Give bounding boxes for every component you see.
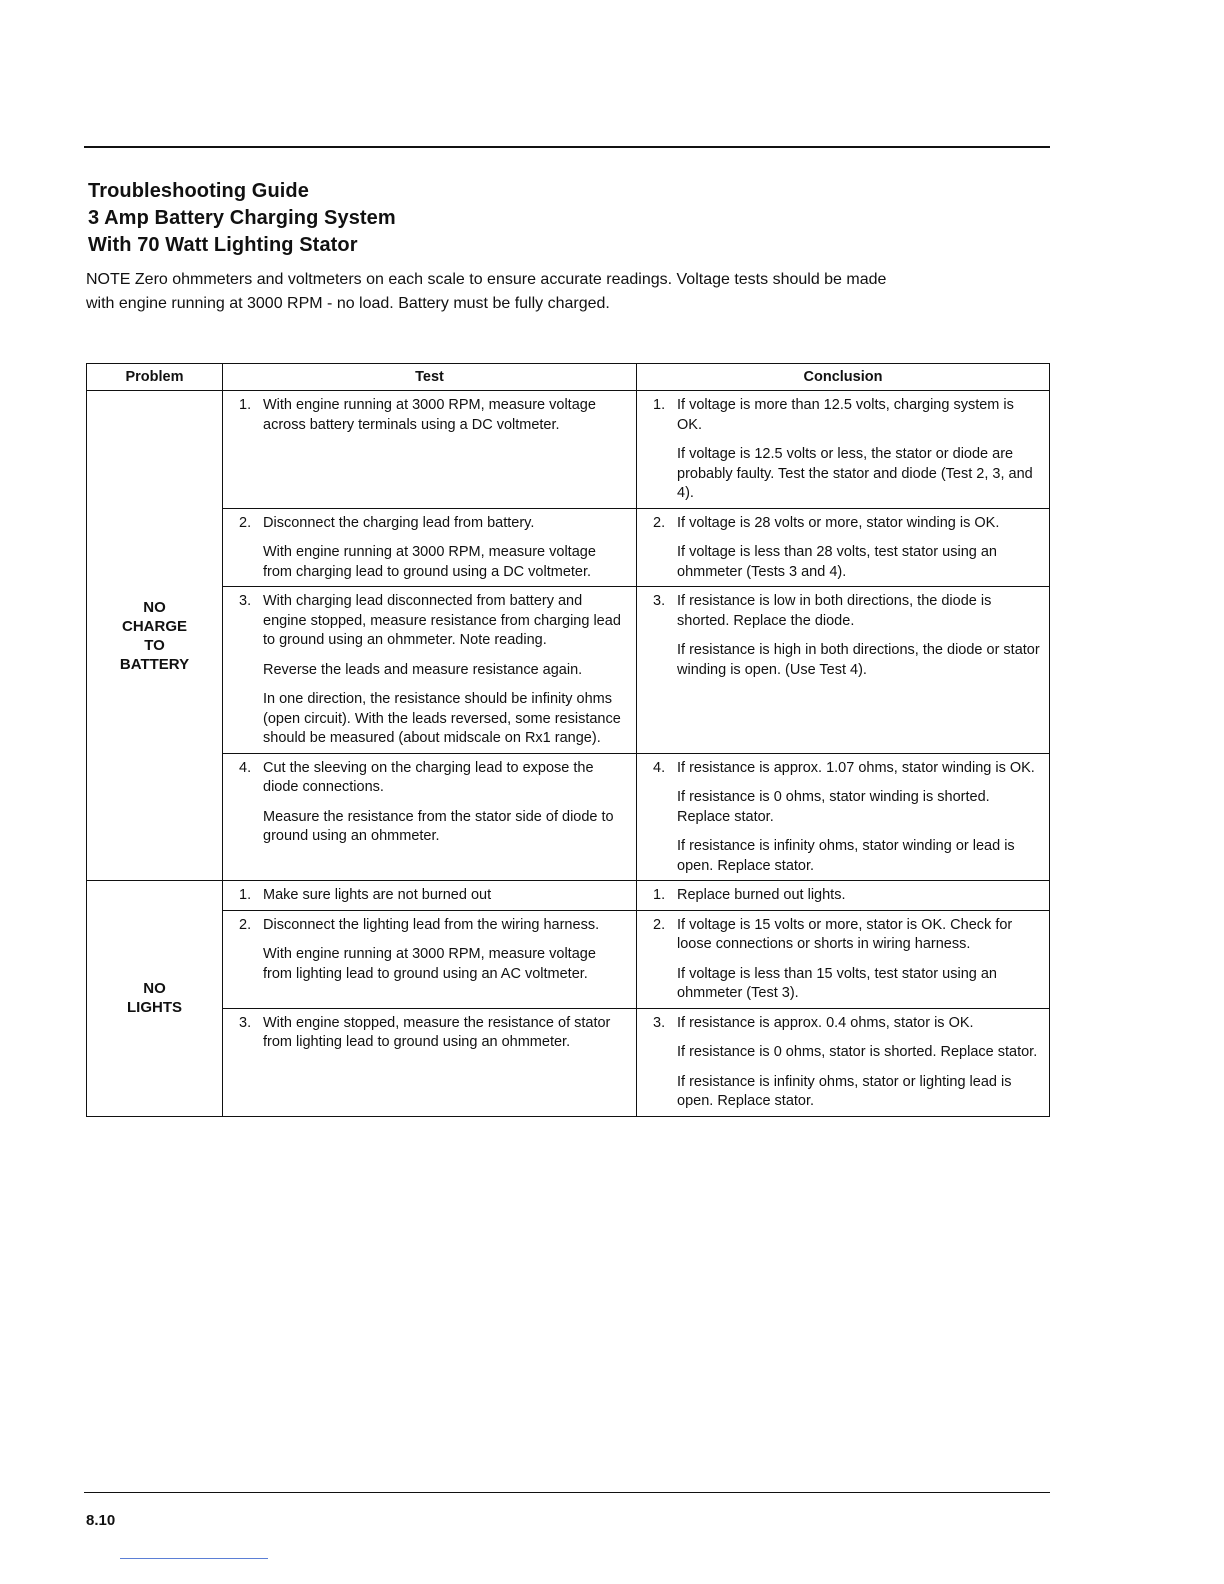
table-row [87,391,1050,509]
test-step-paragraph: With charging lead disconnected from battery and engine stopped, measure resistance from charging lead to ground using an ohmmeter. Note reading. [263,593,621,648]
conclusion-step-item [637,754,1049,881]
problem-label-line: NO [143,980,166,998]
test-cell [223,1008,637,1116]
test-cell [223,753,637,881]
conclusion-step-paragraph: If resistance is 0 ohms, stator winding is shorted. Replace stator. [677,789,990,825]
test-step-paragraph: Disconnect the charging lead from battery. [263,514,535,531]
table-row [87,587,1050,754]
title-line-3: With 70 Watt Lighting Stator [88,234,358,256]
conclusion-step-paragraph: If resistance is 0 ohms, stator is shorted. Replace stator. [677,1044,1038,1060]
test-step-text [263,759,628,847]
conclusion-cell [637,881,1050,911]
test-step-text [263,916,628,985]
conclusion-step-text [677,759,1041,877]
conclusion-step-paragraph: If resistance is infinity ohms, stator winding or lead is open. Replace stator. [677,838,1015,874]
conclusion-step-text [677,592,1041,680]
table-row [87,508,1050,587]
test-step-item [223,911,636,989]
header-problem: Problem [87,364,223,391]
conclusion-step-number: 4. [653,759,666,776]
table-row [87,881,1050,911]
test-step-number: 2. [239,514,252,531]
conclusion-step-item [637,1009,1049,1116]
test-step-text [263,1014,628,1053]
test-step-item [223,509,636,587]
conclusion-step-paragraph: If resistance is low in both directions, the diode is shorted. Replace the diode. [677,593,992,629]
test-cell [223,910,637,1008]
test-step-text [263,592,628,749]
problem-label-line: NO [143,598,166,616]
conclusion-step-number: 2. [653,916,666,933]
table-row [87,753,1050,881]
test-step-paragraph: With engine running at 3000 RPM, measure voltage from lighting lead to ground using an AC voltmeter. [263,946,596,982]
conclusion-cell [637,587,1050,754]
top-rule [84,146,1050,148]
blue-underline [120,1558,268,1559]
conclusion-step-text [677,1014,1041,1112]
troubleshooting-table [86,363,1050,1117]
header-test: Test [223,364,637,391]
test-step-item [223,587,636,753]
problem-label-line: LIGHTS [127,999,182,1017]
test-step-text [263,514,628,583]
conclusion-step-number: 2. [653,514,666,531]
conclusion-step-paragraph: If resistance is approx. 0.4 ohms, stator is OK. [677,1014,974,1031]
problem-label-line: TO [144,636,165,654]
table-row [87,1008,1050,1116]
test-step-paragraph: Reverse the leads and measure resistance again. [263,661,583,678]
test-step-item [223,1009,636,1057]
conclusion-step-text [677,886,845,906]
test-step-number: 3. [239,1014,252,1031]
test-step-number: 3. [239,593,252,609]
test-step-item [223,391,636,439]
conclusion-step-number: 1. [653,397,666,413]
test-step-text [263,886,491,906]
title-line-2: 3 Amp Battery Charging System [88,207,396,229]
conclusion-step-paragraph: If resistance is high in both directions, the diode or stator winding is open. (Use Test 4). [677,642,1040,678]
test-step-paragraph: With engine stopped, measure the resistance of stator from lighting lead to ground using an ohmmeter. [263,1014,611,1050]
conclusion-step-paragraph: If resistance is approx. 1.07 ohms, stator winding is OK. [677,759,1035,776]
conclusion-step-paragraph: If voltage is 28 volts or more, stator winding is OK. [677,514,1000,531]
conclusion-cell [637,391,1050,509]
conclusion-step-text [677,916,1041,1004]
conclusion-step-item [637,881,1049,910]
test-step-paragraph: In one direction, the resistance should be infinity ohms (open circuit). With the leads reversed, some resistance should be measured (about midscale on Rx1 range). [263,691,621,746]
page-number: 8.10 [86,1512,116,1529]
conclusion-step-paragraph: If voltage is less than 15 volts, test stator using an ohmmeter (Test 3). [677,965,997,1001]
table-body [87,391,1050,1117]
test-cell [223,391,637,509]
conclusion-step-number: 1. [653,887,666,903]
conclusion-cell [637,910,1050,1008]
test-step-number: 1. [239,887,252,903]
test-step-text [263,396,628,435]
problem-label-line: CHARGE [121,617,187,635]
conclusion-cell [637,753,1050,881]
test-step-paragraph: Cut the sleeving on the charging lead to expose the diode connections. [263,759,594,795]
test-step-paragraph: With engine running at 3000 RPM, measure voltage from charging lead to ground using a DC voltmeter. [263,544,596,580]
test-step-paragraph: Disconnect the lighting lead from the wiring harness. [263,916,600,933]
conclusion-step-item [637,587,1049,684]
conclusion-step-item [637,391,1049,508]
test-step-item [223,754,636,851]
test-step-item [223,881,636,910]
problem-cell [87,881,223,1117]
conclusion-cell [637,1008,1050,1116]
test-step-paragraph: Measure the resistance from the stator side of diode to ground using an ohmmeter. [263,808,614,844]
test-cell [223,881,637,911]
conclusion-step-paragraph: If voltage is 15 volts or more, stator is OK. Check for loose connections or shorts in wiring harness. [677,916,1013,952]
test-step-number: 4. [239,759,252,776]
title-block [88,178,396,259]
problem-cell [87,391,223,881]
conclusion-step-item [637,911,1049,1008]
conclusion-step-paragraph: If voltage is 12.5 volts or less, the stator or diode are probably faulty. Test the stator and diode (Test 2, 3, and 4). [677,446,1033,501]
bottom-rule [84,1492,1050,1493]
conclusion-step-paragraph: If voltage is more than 12.5 volts, charging system is OK. [677,397,1014,433]
test-step-number: 1. [239,397,252,413]
test-step-number: 2. [239,916,252,933]
test-cell [223,587,637,754]
note-paragraph: NOTE Zero ohmmeters and voltmeters on each scale to ensure accurate readings. Voltage tests should be made with engine running at 3000 RPM - no load. Battery must be fully charged. [86,271,887,312]
header-conclusion: Conclusion [637,364,1050,391]
test-cell [223,508,637,587]
problem-label-line: BATTERY [119,655,190,673]
conclusion-step-number: 3. [653,593,666,609]
conclusion-step-paragraph: If voltage is less than 28 volts, test stator using an ohmmeter (Tests 3 and 4). [677,544,997,580]
test-step-paragraph: With engine running at 3000 RPM, measure voltage across battery terminals using a DC voltmeter. [263,397,596,433]
conclusion-step-number: 3. [653,1014,666,1031]
conclusion-step-item [637,509,1049,587]
conclusion-step-paragraph: If resistance is infinity ohms, stator or lighting lead is open. Replace stator. [677,1073,1012,1109]
test-step-paragraph: Make sure lights are not burned out [263,887,492,903]
title-line-1: Troubleshooting Guide [88,180,309,202]
conclusion-cell [637,508,1050,587]
conclusion-step-text [677,514,1041,583]
table-row [87,910,1050,1008]
conclusion-step-text [677,396,1041,504]
conclusion-step-paragraph: Replace burned out lights. [677,887,846,903]
table-header-row [87,364,1050,391]
